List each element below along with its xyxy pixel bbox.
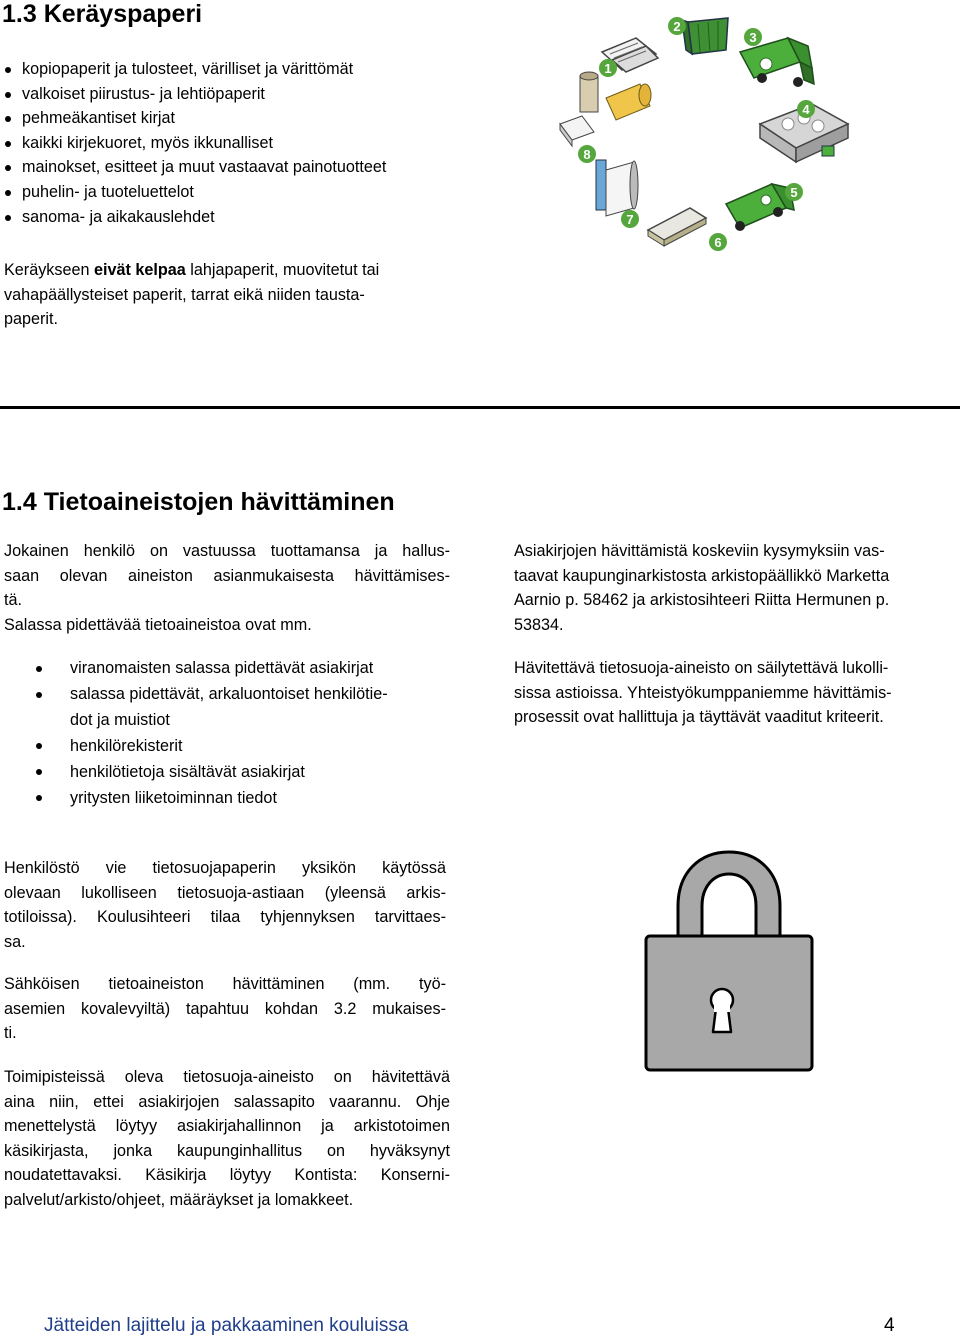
confidential-data-list: [4, 656, 464, 812]
storage-paragraph: Hävitettävä tietosuoja-aineisto on säilytettävä lukolli- sissa astioissa. Yhteistyökumppaniemme hävittämis- prosessit ovat hallittuja ja täyttävät vaaditut kriteerit.: [514, 659, 892, 727]
list-item: yritysten liiketoiminnan tiedot: [4, 786, 464, 812]
svg-text:6: 6: [714, 235, 722, 250]
list-item: kopiopaperit ja tulosteet, värilliset ja värittömät: [4, 57, 386, 82]
responsibility-paragraph: Jokainen henkilö on vastuussa tuottamansa ja hallus- saan olevan aineiston asianmukaisesta hävittämises- tä. Salassa pidettävää tietoaineistoa ovat mm.: [4, 539, 450, 637]
list-item: henkilötietoja sisältävät asiakirjat: [4, 760, 464, 786]
list-item: valkoiset piirustus- ja lehtiöpaperit: [4, 82, 386, 107]
instructions-paragraph: Toimipisteissä oleva tietosuoja-aineisto on hävitettävä aina niin, ettei asiakirjojen salassapito vaarannu. Ohje menettelystä löytyy asiakirjahallinnon ja arkistotoimen käsikirjasta, jonka kaupunginhallitus on hyväksynyt noudatettavaksi. Käsikirja löytyy Kontista: Konserni- palvelut/arkisto/ohjeet, määräykset ja lomakkeet.: [4, 1068, 450, 1209]
collection-paragraph: Henkilöstö vie tietosuojapaperin yksikön käytössä olevaan lukolliseen tietosuoja-astiaan (yleensä arkis- totiloissa). Koulusihteeri tilaa tyhjennyksen tarvittaes- sa.: [4, 859, 446, 951]
not-accepted-note: Keräykseen eivät kelpaa lahjapaperit, muovitetut tai vahapäällysteiset paperit, tarrat eikä niiden tausta- paperit.: [4, 261, 380, 329]
list-item: viranomaisten salassa pidettävät asiakirjat: [4, 656, 464, 682]
list-item: pehmeäkantiset kirjat: [4, 106, 386, 131]
recyclable-list: [4, 57, 386, 229]
svg-text:5: 5: [790, 185, 798, 200]
list-item: sanoma- ja aikakauslehdet: [4, 205, 386, 230]
recycling-cycle-illustration: [550, 12, 860, 252]
container-icon: [682, 18, 728, 54]
secret-data-intro: Salassa pidettävää tietoaineistoa ovat mm.: [4, 615, 312, 634]
svg-text:3: 3: [749, 30, 757, 45]
padlock-icon: [640, 844, 818, 1076]
svg-text:8: 8: [583, 147, 591, 162]
svg-text:2: 2: [673, 19, 681, 34]
section-divider: [0, 406, 960, 409]
paper-products-icon: [560, 72, 651, 146]
truck-icon: [726, 184, 794, 231]
svg-text:1: 1: [604, 61, 612, 76]
list-item: kaikki kirjekuoret, myös ikkunalliset: [4, 131, 386, 156]
list-item: henkilörekisterit: [4, 734, 464, 760]
archive-contacts-paragraph: Asiakirjojen hävittämistä koskeviin kysymyksiin vas- taavat kaupunginarkistosta arkistopäällikkö Marketta Aarnio p. 58462 ja arkistosihteeri Riitta Hermunen p. 53834.: [514, 542, 890, 634]
list-item: puhelin- ja tuoteluettelot: [4, 180, 386, 205]
heading-1-4: 1.4 Tietoaineistojen hävittäminen: [2, 488, 395, 516]
list-item: salassa pidettävät, arkaluontoiset henkilötie- dot ja muistiot: [4, 682, 464, 733]
paper-machine-icon: [596, 160, 638, 216]
svg-text:4: 4: [802, 102, 810, 117]
heading-1-3: 1.3 Keräyspaperi: [2, 0, 203, 28]
footer-title: Jätteiden lajittelu ja pakkaaminen kouluissa: [44, 1315, 409, 1336]
list-item: mainokset, esitteet ja muut vastaavat painotuotteet: [4, 155, 386, 180]
paper-stack-icon: [648, 208, 706, 246]
svg-text:7: 7: [626, 212, 634, 227]
electronic-data-paragraph: Sähköisen tietoaineiston hävittäminen (mm. työ- asemien kovalevyiltä) tapahtuu kohdan 3.2 mukaises- ti.: [4, 975, 446, 1043]
page-number: 4: [884, 1315, 895, 1336]
